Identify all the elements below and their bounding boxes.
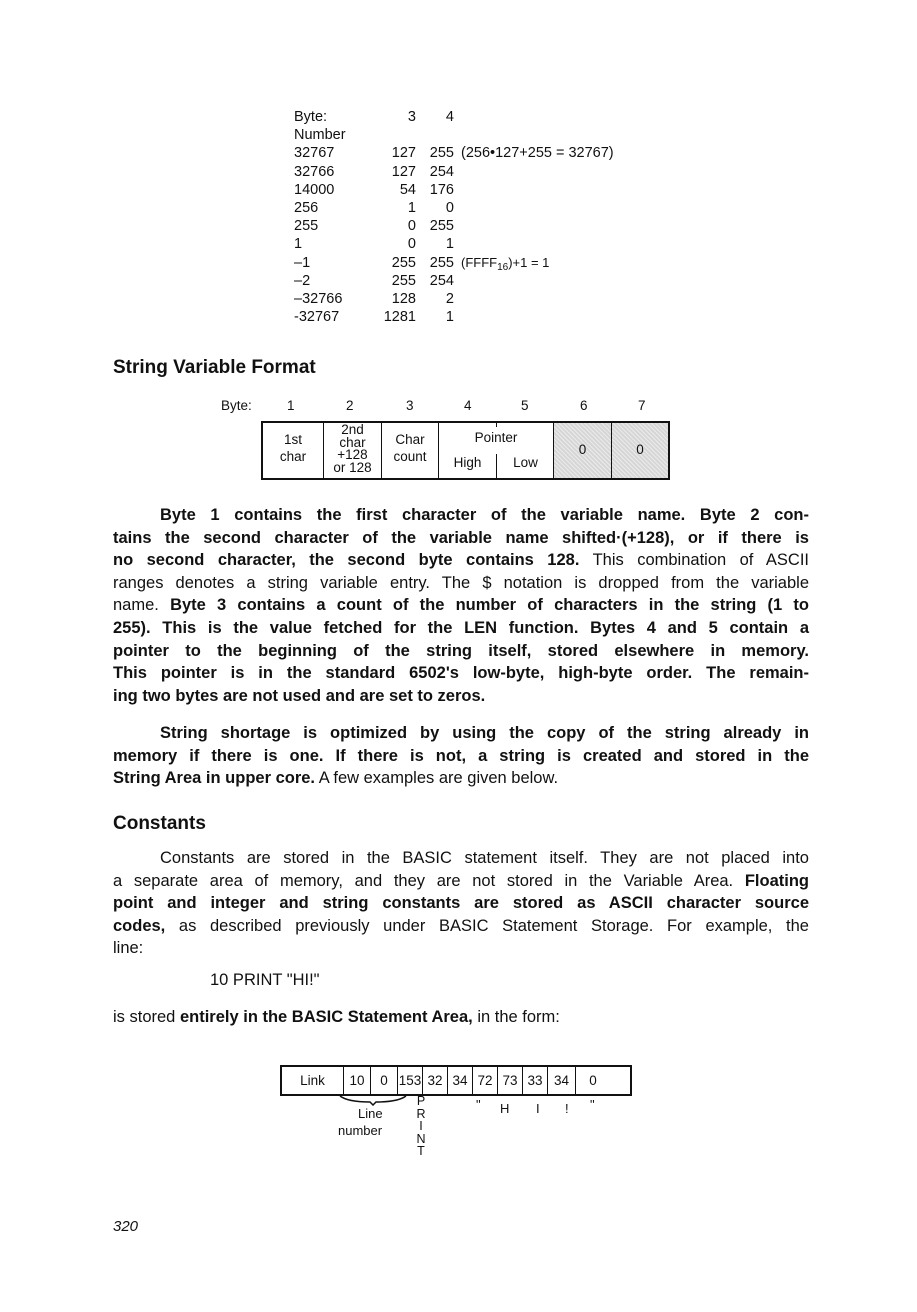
- paragraph-string-format: [113, 504, 809, 707]
- cell-byte4: 1: [445, 309, 454, 326]
- cell-quote-open: [448, 1067, 473, 1094]
- cell-text: 0: [380, 1073, 388, 1088]
- cell-byte3: 1: [407, 199, 416, 216]
- byte-number-1: 1: [287, 398, 295, 413]
- letter-i: I: [419, 1119, 423, 1133]
- text-line: [113, 662, 809, 685]
- bold-text: point and integer and string constants are stored as ASCII character source: [113, 894, 809, 913]
- cell-space: [423, 1067, 448, 1094]
- text-line: [113, 594, 809, 617]
- cell-byte4: 255: [429, 145, 454, 162]
- cell-text: 153: [398, 1073, 422, 1088]
- regular-text: A few examples are given below.: [315, 769, 559, 788]
- cell-byte4: 254: [429, 272, 454, 289]
- regular-text: name.: [113, 596, 171, 615]
- cell-second-char: [324, 423, 382, 478]
- header-col3: 3: [407, 109, 416, 125]
- text-line: [113, 1006, 809, 1029]
- cell-number: –1: [294, 254, 311, 271]
- i-char: I: [536, 1101, 540, 1116]
- bold-text: 255). This is the value fetched for the LEN function. Bytes 4 and 5 contain a: [113, 618, 809, 637]
- cell3-line2: count: [393, 449, 427, 464]
- regular-text: Constants are stored in the BASIC statement itself. They are not placed into: [160, 849, 809, 867]
- byte-number-3: 3: [406, 398, 414, 413]
- line-label: Line: [358, 1106, 383, 1121]
- basic-line-storage-layout: [280, 1065, 632, 1096]
- bold-text: entirely in the BASIC Statement Area,: [179, 1008, 473, 1026]
- cell-h: [473, 1067, 498, 1094]
- bold-text: memory if there is one. If there is not, a string is created and stored in the: [113, 746, 809, 765]
- cell-number: –32766: [294, 290, 343, 307]
- letter-r: R: [416, 1106, 426, 1121]
- byte-number-2: 2: [346, 398, 354, 413]
- cell-byte3: 0: [407, 218, 416, 235]
- bold-text: Floating: [744, 871, 809, 890]
- number-label: number: [338, 1123, 383, 1138]
- pointer-label: Pointer: [474, 430, 518, 445]
- cell2-line3: +128: [337, 447, 368, 462]
- pointer-high: High: [453, 455, 482, 470]
- section-heading-constants: Constants: [113, 813, 206, 834]
- cell-byte3: 1281: [383, 309, 416, 326]
- cell-first-char: [263, 423, 324, 478]
- cell-number: –2: [294, 272, 311, 289]
- cell-number: 14000: [294, 181, 335, 198]
- text-line: [113, 504, 809, 527]
- paragraph-constants: [113, 847, 809, 960]
- cell-byte3: 0: [407, 236, 416, 253]
- cell-byte4: 1: [445, 236, 454, 253]
- text-line: [113, 870, 809, 893]
- text-line: [113, 527, 809, 550]
- bang-char: !: [565, 1101, 569, 1116]
- text-line: [113, 572, 809, 595]
- cell1-line2: char: [279, 449, 307, 464]
- byte-number-7: 7: [638, 398, 646, 413]
- byte-label: Byte:: [221, 398, 252, 413]
- header-byte: Byte:: [294, 109, 328, 125]
- bold-text: This pointer is in the standard 6502's low-byte, high-byte order. The remain-: [113, 664, 809, 683]
- bold-text: Byte 3 contains a count of the number of characters in the string (1 to: [170, 596, 809, 615]
- cell-byte3: 54: [399, 181, 416, 198]
- text-line: [113, 937, 809, 960]
- cell-text: 73: [502, 1073, 518, 1088]
- bold-text: ing two bytes are not used and are set to zeros.: [113, 686, 486, 705]
- cell-text: 34: [553, 1073, 570, 1088]
- cell-byte4: 255: [429, 254, 454, 271]
- pointer-top-tick: [496, 423, 497, 427]
- regular-text: ranges denotes a string variable entry. The $ notation is dropped from the variable: [113, 573, 809, 592]
- cell-text: 34: [452, 1073, 468, 1088]
- bold-text: Byte 1 contains the first character of the variable name. Byte 2 con-: [160, 506, 809, 524]
- pointer-low: Low: [513, 455, 538, 470]
- cell-number: 255: [294, 218, 319, 235]
- cell-number: 256: [294, 199, 319, 216]
- cell-pointer: [439, 423, 554, 478]
- cell-byte4: 2: [445, 290, 454, 307]
- string-variable-layout: [261, 421, 670, 480]
- section-heading-string-variable-format: String Variable Format: [113, 357, 316, 378]
- bold-text: codes,: [113, 916, 166, 935]
- cell-byte3: 255: [391, 272, 416, 289]
- cell-text: 33: [527, 1073, 543, 1088]
- page-number: 320: [113, 1218, 139, 1235]
- cell-byte3: 128: [391, 290, 416, 307]
- regular-text: line:: [113, 939, 144, 958]
- text-line: [113, 915, 809, 938]
- cell-byte4: 255: [429, 218, 454, 235]
- cell-line-lo: [344, 1067, 371, 1094]
- cell-token-print: [398, 1067, 423, 1094]
- cell2-line1: 2nd: [341, 422, 364, 437]
- zero-7: 0: [636, 442, 644, 457]
- text-line: [113, 767, 809, 790]
- cell-byte4: 0: [445, 199, 454, 216]
- print-token-letters: [414, 1095, 428, 1158]
- regular-text: is stored: [113, 1008, 180, 1026]
- text-line: [113, 847, 809, 870]
- text-line: [113, 617, 809, 640]
- quote-open-char: ": [476, 1097, 481, 1112]
- header-col4: 4: [445, 109, 454, 125]
- text-line: [113, 685, 809, 708]
- cell-number: 32766: [294, 163, 335, 180]
- cell-text: Link: [300, 1073, 325, 1088]
- text-line: [113, 745, 809, 768]
- regular-text: in the form:: [472, 1008, 560, 1026]
- bold-text: String shortage is optimized by using the copy of the string already in: [160, 724, 809, 742]
- cell-quote-close: [548, 1067, 576, 1094]
- line-number-brace: [338, 1094, 408, 1106]
- regular-text: This combination of ASCII: [579, 551, 810, 570]
- cell-terminator: [576, 1067, 630, 1094]
- cell-unused-6: [554, 423, 612, 478]
- cell-i: [498, 1067, 523, 1094]
- cell-number: 32767: [294, 145, 335, 162]
- regular-text: as described previously under BASIC Statement Storage. For example, the: [165, 916, 809, 935]
- quote-close-char: ": [590, 1097, 595, 1112]
- bold-text: tains the second character of the variable name shifted·(+128), or if there is: [113, 528, 809, 547]
- cell-note: [461, 254, 549, 277]
- byte-number-4: 4: [464, 398, 472, 413]
- note-rest: )+1 = 1: [508, 254, 550, 270]
- letter-t: T: [417, 1144, 425, 1158]
- cell2-line2: char: [339, 434, 366, 450]
- note-main: (FFFF: [461, 254, 498, 270]
- cell-bang: [523, 1067, 548, 1094]
- letter-p: P: [416, 1094, 426, 1108]
- cell-byte3: 127: [391, 145, 416, 162]
- cell-note: (256•127+255 = 32767): [461, 145, 614, 162]
- cell-byte4: 254: [429, 163, 454, 180]
- bold-text: String Area in upper core.: [113, 769, 316, 788]
- note-subscript: 16: [497, 261, 509, 273]
- cell3-line1: Char: [395, 432, 425, 447]
- text-line: [113, 892, 809, 915]
- text-line: [113, 722, 809, 745]
- cell-byte3: 127: [391, 163, 416, 180]
- cell-number: -32767: [294, 309, 340, 326]
- cell-text: 72: [477, 1073, 493, 1088]
- h-char: H: [500, 1101, 510, 1116]
- cell-char-count: [382, 423, 439, 478]
- header-number: Number: [294, 127, 346, 144]
- cell-text: 32: [427, 1073, 443, 1088]
- cell-line-hi: [371, 1067, 398, 1094]
- byte-number-6: 6: [580, 398, 588, 413]
- cell2-line4: or 128: [333, 459, 372, 475]
- cell-text: 0: [589, 1073, 597, 1088]
- cell-unused-7: [612, 423, 668, 478]
- cell-link: [282, 1067, 344, 1094]
- regular-text: a separate area of memory, and they are not stored in the Variable Area.: [113, 871, 745, 890]
- cell-number: 1: [294, 236, 303, 253]
- letter-n: N: [416, 1131, 426, 1146]
- paragraph-stored-form: [113, 1006, 809, 1029]
- cell-byte4: 176: [429, 181, 454, 198]
- cell-byte3: 255: [391, 254, 416, 271]
- paragraph-string-shortage: [113, 722, 809, 790]
- zero-6: 0: [578, 442, 587, 457]
- text-line: [113, 640, 809, 663]
- cell1-line1: 1st: [283, 432, 302, 447]
- bold-text: no second character, the second byte contains 128.: [113, 551, 580, 570]
- code-example: 10 PRINT "HI!": [210, 971, 320, 989]
- cell-text: 10: [349, 1073, 365, 1088]
- text-line: [113, 549, 809, 572]
- byte-number-5: 5: [521, 398, 529, 413]
- bold-text: pointer to the beginning of the string itself, stored elsewhere in memory.: [113, 641, 809, 660]
